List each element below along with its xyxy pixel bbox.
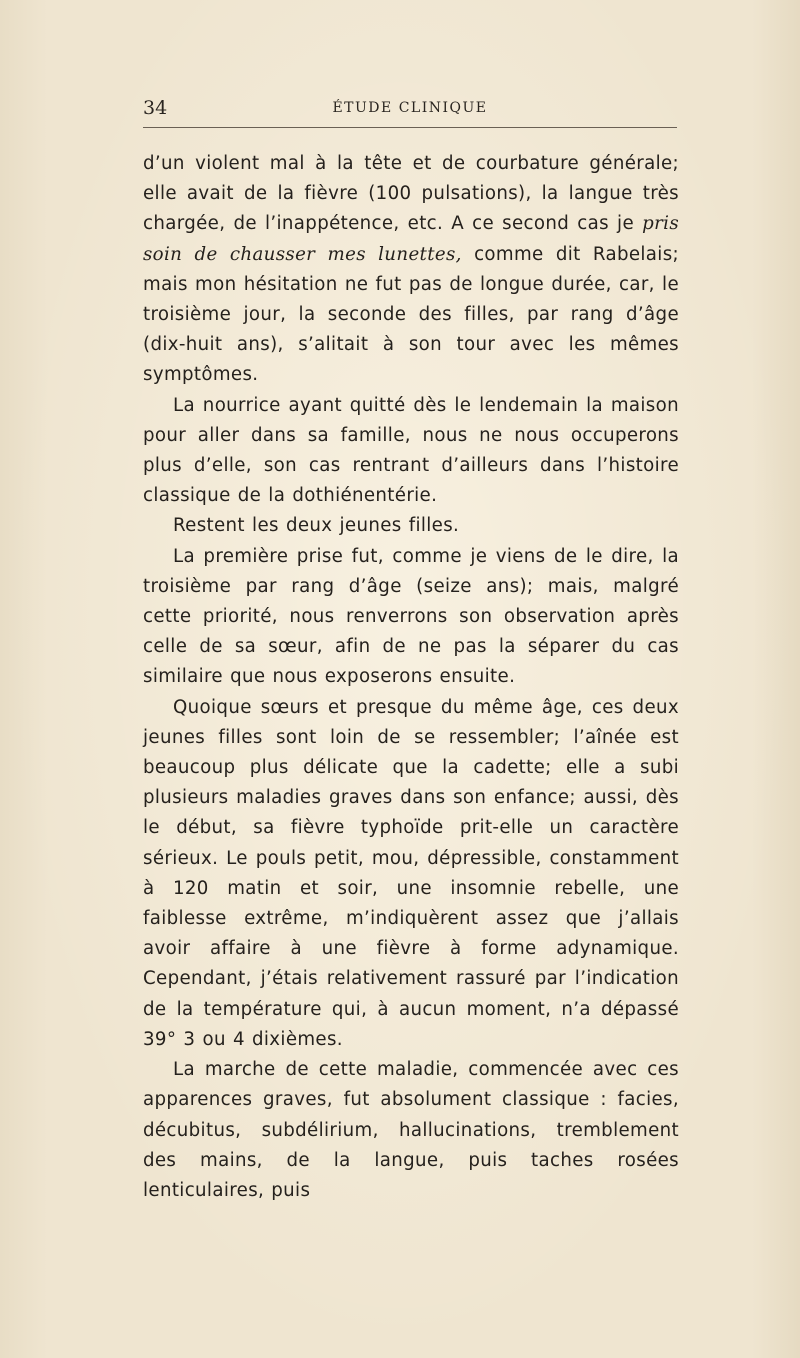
- paragraph: [143, 149, 679, 391]
- text-segment: La marche de cette maladie, commencée avec ces apparences graves, fut absolument classique : facies, décubitus, subdélirium, hallucinations, tremblement des mains, de la langue, puis taches rosées lenticulaires, puis: [143, 1059, 679, 1201]
- paragraph: [143, 693, 679, 1055]
- text-segment: comme dit Rabelais; mais mon hésitation ne fut pas de longue durée, car, le troisième jour, la seconde des filles, par rang d’âge (dix-huit ans), s’alitait à son tour avec les mêmes symptômes.: [143, 243, 680, 386]
- text-segment: La nourrice ayant quitté dès le lendemain la maison pour aller dans sa famille, nous ne nous occuperons plus d’elle, son cas rentrant d’ailleurs dans l’histoire classique de la dothiénentérie.: [143, 394, 679, 507]
- paragraph: [143, 391, 679, 512]
- text-segment: La première prise fut, comme je viens de le dire, la troisième par rang d’âge (seize ans); mais, malgré cette priorité, nous renverrons son observation après celle de sa sœur, afin de ne pas la séparer du cas similaire que nous exposerons ensuite.: [143, 545, 679, 688]
- page-header: [143, 97, 677, 127]
- header-rule: [143, 127, 677, 128]
- paragraph: [143, 542, 679, 693]
- body-text: [143, 149, 679, 1206]
- italic-quote: pris soin de chausser mes lunettes,: [143, 213, 679, 265]
- text-segment: Restent les deux jeunes filles.: [173, 515, 460, 537]
- paragraph: [143, 511, 679, 541]
- running-head: ÉTUDE CLINIQUE: [332, 100, 488, 116]
- page-number: 34: [143, 97, 168, 119]
- text-segment: Quoique sœurs et presque du même âge, ces deux jeunes filles sont loin de se ressembler; l’aînée est beaucoup plus délicate que la cadette; elle a subi plusieurs maladies graves dans son enfance; aussi, dès le début, sa fièvre typhoïde prit-elle un caractère sérieux. Le pouls petit, mou, dépressible, constamment à 120 matin et soir, une insomnie rebelle, une faiblesse extrême, m’indiquèrent assez que j’allais avoir affaire à une fièvre à forme adynamique. Cependant, j’étais relativement rassuré par l’indication de la température qui, à aucun moment, n’a dépassé 39° 3 ou 4 dixièmes.: [143, 696, 679, 1050]
- text-segment: d’un violent mal à la tête et de courbature générale; elle avait de la fièvre (100 pulsations), la langue très chargée, de l’inappétence, etc. A ce second cas je: [143, 153, 679, 235]
- paragraph: [143, 1055, 679, 1206]
